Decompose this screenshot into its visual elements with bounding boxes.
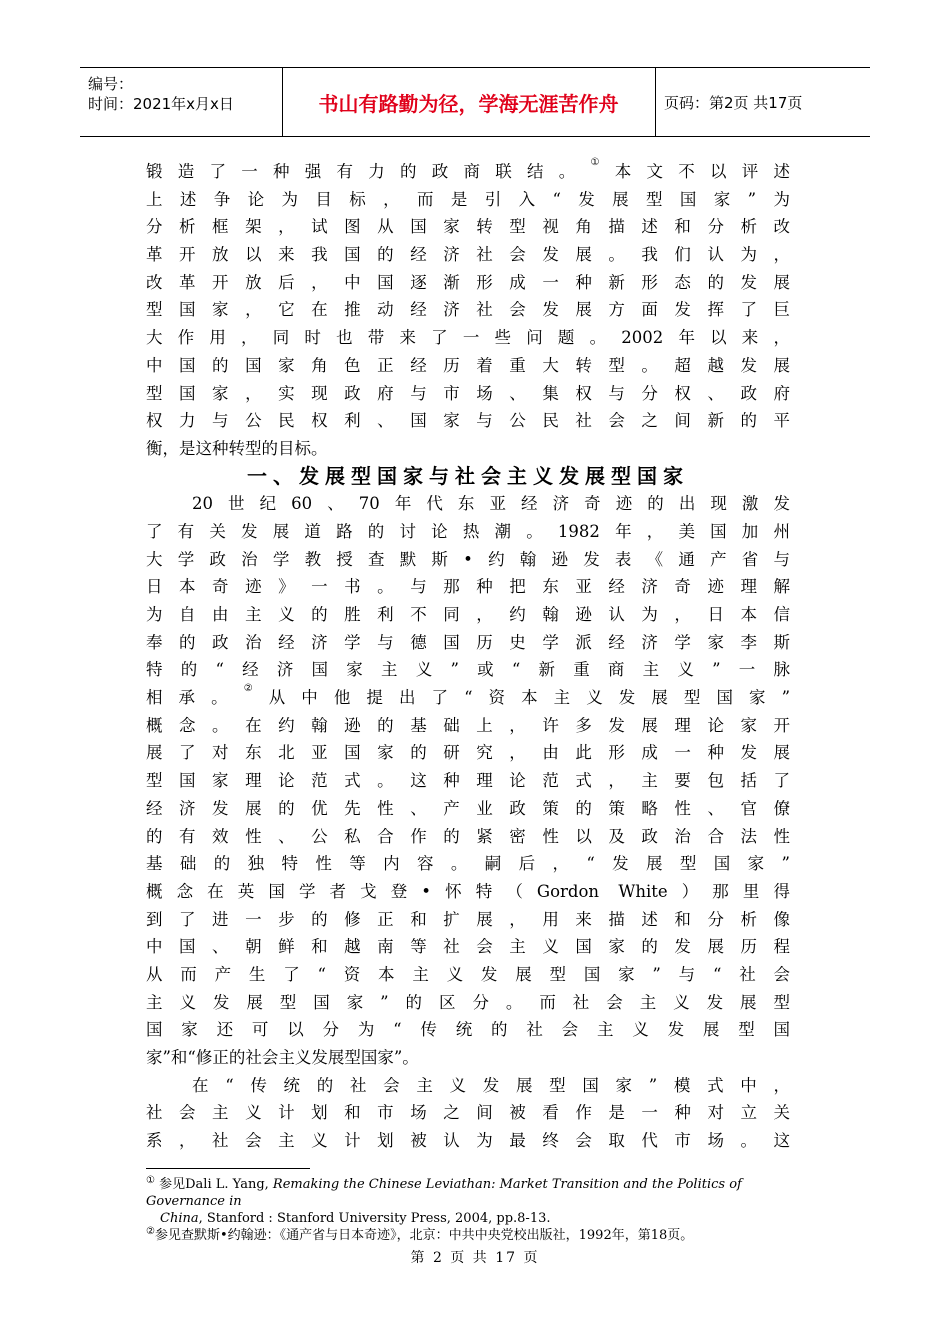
page-footer: 第 2 页 共 17 页 bbox=[410, 1250, 540, 1266]
text-line: 中国的国家角色正经历着重大转型。超越发展 bbox=[146, 355, 790, 375]
text-line: 系，社会主义计划被认为最终会取代市场。这 bbox=[146, 1131, 790, 1151]
text-line: 的有效性、公私合作的紧密性以及政治合法性 bbox=[146, 826, 790, 846]
footnote-divider bbox=[146, 1168, 310, 1169]
page-header bbox=[80, 67, 870, 137]
header-page-label: 页码：第2页 共17页 bbox=[664, 93, 803, 112]
text-line: 权力与公民权利、国家与公民社会之间新的平 bbox=[146, 411, 790, 431]
text-line: 家”和“修正的社会主义发展型国家”。 bbox=[146, 1048, 419, 1067]
text-line: 上述争论为目标，而是引入“发展型国家”为 bbox=[146, 189, 790, 209]
text-line: 改革开放后，中国逐渐形成一种新形态的发展 bbox=[146, 272, 790, 292]
text-line: 经济发展的优先性、产业政策的策略性、官僚 bbox=[146, 798, 790, 818]
text-line: 分析框架，试图从国家转型视角描述和分析改 bbox=[146, 217, 790, 237]
footnote-1: ① 参见Dali L. Yang, Remaking the Chinese Leviathan: Market Transition and the Politics of Governance in China, Stanford : Stanford University Press, 2004, pp.8-13. bbox=[146, 1175, 742, 1226]
text-line: 在“传统的社会主义发展型国家”模式中， bbox=[192, 1075, 790, 1095]
text-line: 中国、朝鲜和越南等社会主义国家的发展历程 bbox=[146, 937, 790, 957]
text-line: 概念。在约翰逊的基础上，许多发展理论家开 bbox=[146, 715, 790, 735]
section-heading: 一、发展型国家与社会主义发展型国家 bbox=[247, 463, 689, 488]
text-line: 20世纪60、70年代东亚经济奇迹的出现激发 bbox=[192, 494, 790, 514]
text-line: 型国家，实现政府与市场、集权与分权、政府 bbox=[146, 383, 790, 403]
text-line: 概念在英国学者戈登•怀特（Gordon White）那里得 bbox=[146, 881, 790, 901]
text-line: 基础的独特性等内容。嗣后，“发展型国家” bbox=[146, 854, 790, 874]
footnote-ref-2: ② bbox=[243, 683, 269, 695]
text-line: 大学政治学教授查默斯•约翰逊发表《通产省与 bbox=[146, 549, 790, 569]
text-line: 主义发展型国家”的区分。而社会主义发展型 bbox=[146, 992, 790, 1012]
footnotes bbox=[146, 1176, 796, 1244]
footnote-2: ②参见查默斯•约翰逊：《通产省与日本奇迹》，北京：中共中央党校出版社，1992年，第18页。 bbox=[146, 1226, 694, 1243]
text-line: 大作用，同时也带来了一些问题。2002年以来， bbox=[146, 328, 790, 348]
number-label: 编号： bbox=[88, 75, 134, 93]
text-line: 特的“经济国家主义”或“新重商主义”一脉 bbox=[146, 660, 790, 680]
header-motto: 书山有路勤为径，学海无涯苦作舟 bbox=[282, 68, 656, 136]
time-label: 时间：2021年x月x日 bbox=[88, 95, 234, 113]
text-line: 型国家，它在推动经济社会发展方面发挥了巨 bbox=[146, 300, 790, 320]
header-meta bbox=[80, 68, 283, 136]
text-line: 奉的政治经济学与德国历史学派经济学家李斯 bbox=[146, 632, 790, 652]
text-line: 社会主义计划和市场之间被看作是一种对立关 bbox=[146, 1103, 790, 1123]
footnote-ref-1: ① bbox=[590, 157, 615, 168]
text-line: 衡，是这种转型的目标。 bbox=[146, 438, 328, 458]
text-line: 从而产生了“资本主义发展型国家”与“社会 bbox=[146, 964, 790, 984]
text-line: 日本奇迹》一书。与那种把东亚经济奇迹理解 bbox=[146, 577, 790, 597]
text-line: 相承。②从中他提出了“资本主义发展型国家” bbox=[146, 683, 791, 708]
text-line: 型国家理论范式。这种理论范式，主要包括了 bbox=[146, 771, 790, 791]
text-line: 为自由主义的胜利不同，约翰逊认为，日本信 bbox=[146, 605, 790, 624]
text-line: 锻造了一种强有力的政商联结。①本文不以评述 bbox=[146, 157, 791, 181]
text-line: 国家还可以分为“传统的社会主义发展型国 bbox=[146, 1020, 790, 1040]
text-line: 革开放以来我国的经济社会发展。我们认为， bbox=[146, 245, 790, 265]
document-body bbox=[146, 158, 790, 1155]
text-line: 到了进一步的修正和扩展，用来描述和分析像 bbox=[146, 909, 790, 929]
text-line: 展了对东北亚国家的研究，由此形成一种发展 bbox=[146, 743, 790, 763]
text-line: 了有关发展道路的讨论热潮。1982年，美国加州 bbox=[146, 521, 790, 541]
